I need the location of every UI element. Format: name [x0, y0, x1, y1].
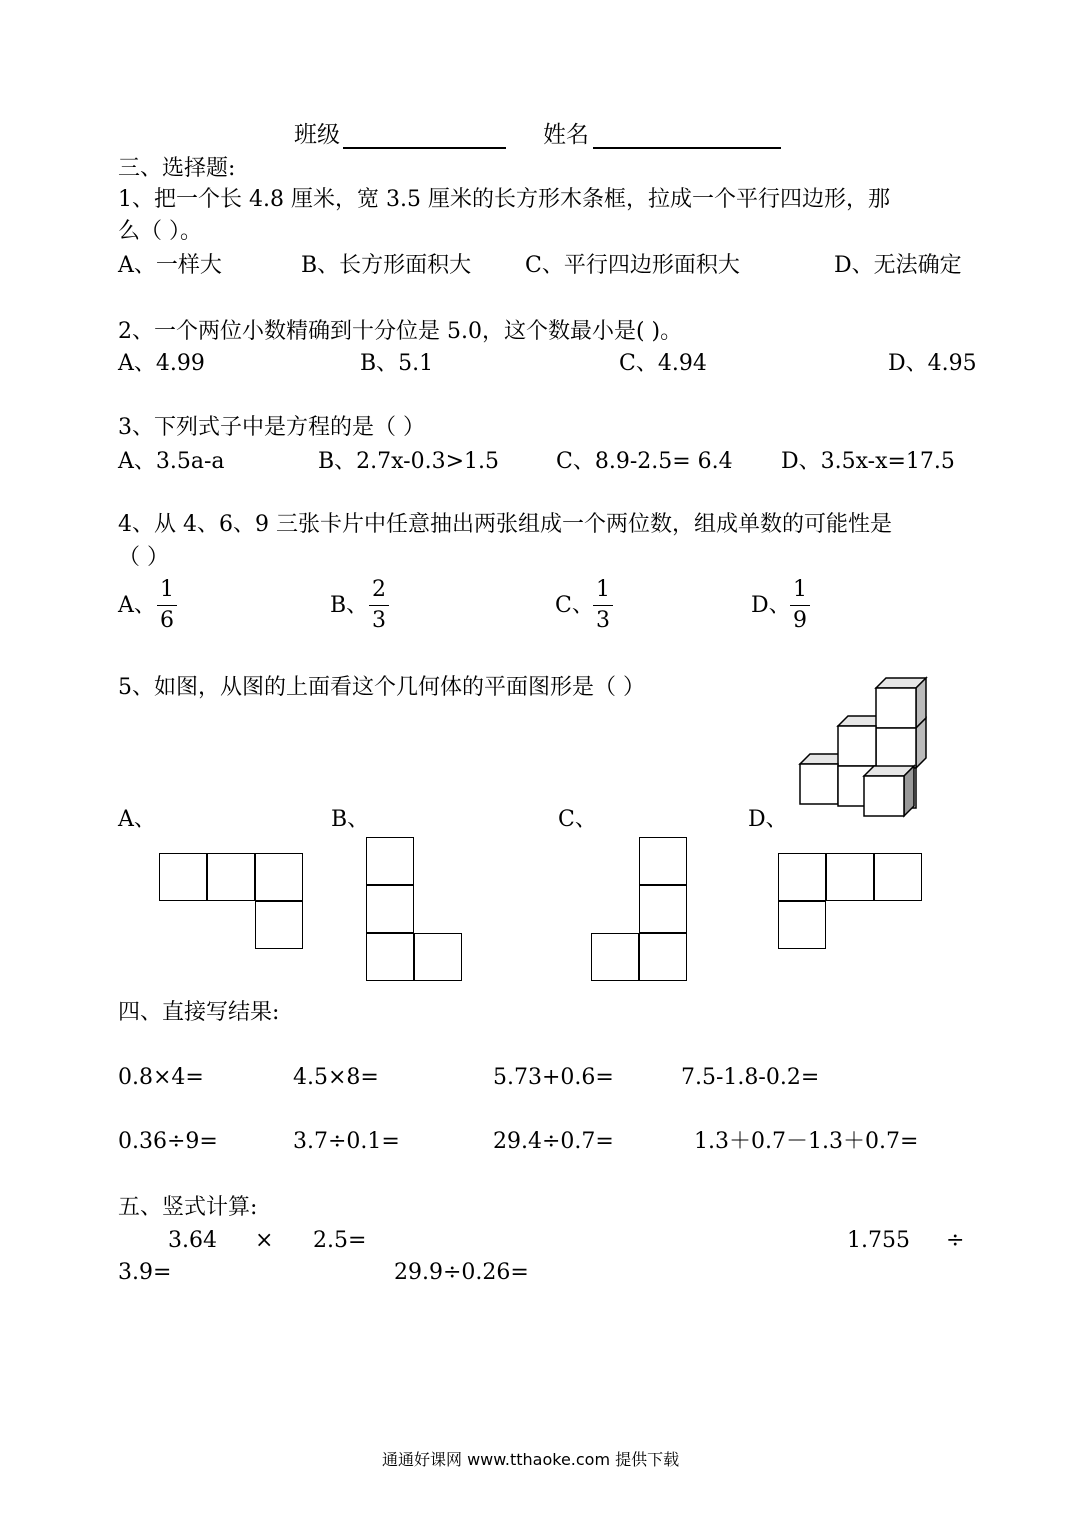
grid-cell — [826, 853, 874, 901]
fraction-numerator: 1 — [160, 577, 174, 602]
footer-text: 通通好课网 www.tthaoke.com 提供下载 — [382, 1450, 680, 1469]
grid-cell — [778, 853, 826, 901]
name-label: 姓名 — [543, 122, 589, 148]
fraction-denominator: 6 — [160, 608, 174, 633]
fraction-bar — [593, 605, 613, 606]
cube-front-face — [838, 726, 876, 766]
fraction-denominator: 9 — [793, 608, 807, 633]
fraction-numerator: 1 — [793, 577, 807, 602]
cube-front-face — [800, 764, 838, 804]
q1-option-a: A、一样大 — [118, 253, 222, 278]
q4-line2: （ ） — [118, 545, 169, 570]
q2-text: 2、一个两位小数精确到十分位是 5.0，这个数最小是( )。 — [118, 319, 683, 344]
q2-option-c: C、4.94 — [619, 351, 707, 376]
section4-title: 四、直接写结果: — [118, 1000, 280, 1025]
class-blank[interactable] — [343, 147, 506, 149]
grid-cell — [639, 933, 687, 981]
section5-title: 五、竖式计算: — [118, 1195, 258, 1220]
calc-item: 0.36÷9= — [118, 1129, 218, 1154]
fraction-denominator: 3 — [596, 608, 610, 633]
calc-item: 1.3＋0.7－1.3＋0.7= — [694, 1129, 919, 1154]
cube-front-face — [876, 688, 916, 728]
grid-cell — [207, 853, 255, 901]
cube-front-face — [864, 776, 904, 816]
grid-cell — [255, 901, 303, 949]
grid-cell — [874, 853, 922, 901]
calc-item: 7.5-1.8-0.2= — [681, 1065, 820, 1090]
q5-option-d-label: D、 — [748, 807, 788, 832]
q1-option-c: C、平行四边形面积大 — [525, 253, 740, 278]
grid-cell — [414, 933, 462, 981]
q1-line1: 1、把一个长 4.8 厘米，宽 3.5 厘米的长方形木条框，拉成一个平行四边形，那 — [118, 187, 890, 212]
vertical-calc-part: 2.5= — [313, 1228, 367, 1253]
vertical-calc-part: 1.755 — [847, 1228, 910, 1253]
fraction-numerator: 1 — [596, 577, 610, 602]
q3-text: 3、下列式子中是方程的是（ ） — [118, 415, 425, 440]
vertical-calc-part: 3.64 — [168, 1228, 217, 1253]
cube-side-face — [904, 766, 914, 816]
calc-item: 4.5×8= — [293, 1065, 379, 1090]
vertical-calc-part: 29.9÷0.26= — [394, 1260, 529, 1285]
q4-option-a-fraction — [152, 578, 182, 633]
grid-cell — [639, 837, 687, 885]
grid-cell — [778, 901, 826, 949]
section3-title: 三、选择题: — [118, 156, 236, 181]
vertical-calc-part: × — [255, 1228, 274, 1253]
q4-option-c-label: C、 — [555, 593, 594, 618]
vertical-calc-part: ÷ — [946, 1228, 965, 1253]
q2-option-b: B、5.1 — [360, 351, 434, 376]
grid-cell — [591, 933, 639, 981]
q2-option-d: D、4.95 — [888, 351, 977, 376]
calc-item: 0.8×4= — [118, 1065, 204, 1090]
fraction-denominator: 3 — [372, 608, 386, 633]
q5-text: 5、如图，从图的上面看这个几何体的平面图形是（ ） — [118, 675, 645, 700]
q4-option-d-fraction — [785, 578, 815, 633]
fraction-bar — [369, 605, 389, 606]
grid-cell — [159, 853, 207, 901]
class-label: 班级 — [294, 122, 340, 148]
vertical-calc-part: 3.9= — [118, 1260, 172, 1285]
grid-cell — [366, 933, 414, 981]
q4-line1: 4、从 4、6、9 三张卡片中任意抽出两张组成一个两位数，组成单数的可能性是 — [118, 512, 892, 537]
q4-option-c-fraction — [588, 578, 618, 633]
calc-item: 29.4÷0.7= — [493, 1129, 614, 1154]
q1-option-b: B、长方形面积大 — [301, 253, 472, 278]
grid-cell — [366, 837, 414, 885]
grid-cell — [255, 853, 303, 901]
fraction-numerator: 2 — [372, 577, 386, 602]
cube-front-face — [876, 728, 916, 768]
q3-option-a: A、3.5a-a — [118, 449, 225, 474]
q4-option-b-label: B、 — [330, 593, 369, 618]
q5-option-b-label: B、 — [331, 807, 370, 832]
fraction-bar — [790, 605, 810, 606]
calc-item: 3.7÷0.1= — [293, 1129, 400, 1154]
q5-option-a-label: A、 — [118, 807, 156, 832]
cube-side-face — [916, 718, 926, 768]
q3-option-b: B、2.7x-0.3>1.5 — [318, 449, 500, 474]
q5-option-c-label: C、 — [558, 807, 597, 832]
q4-option-d-label: D、 — [751, 593, 791, 618]
q1-line2: 么（ ）。 — [118, 219, 202, 244]
fraction-bar — [157, 605, 177, 606]
q4-option-b-fraction — [364, 578, 394, 633]
q3-option-d: D、3.5x-x=17.5 — [781, 449, 955, 474]
q1-option-d: D、无法确定 — [834, 253, 962, 278]
grid-cell — [639, 885, 687, 933]
q4-option-a-label: A、 — [118, 593, 156, 618]
grid-cell — [366, 885, 414, 933]
name-blank[interactable] — [593, 147, 781, 149]
q3-option-c: C、8.9-2.5= 6.4 — [556, 449, 733, 474]
cube-stack-figure — [792, 672, 938, 822]
calc-item: 5.73+0.6= — [493, 1065, 614, 1090]
q2-option-a: A、4.99 — [118, 351, 205, 376]
